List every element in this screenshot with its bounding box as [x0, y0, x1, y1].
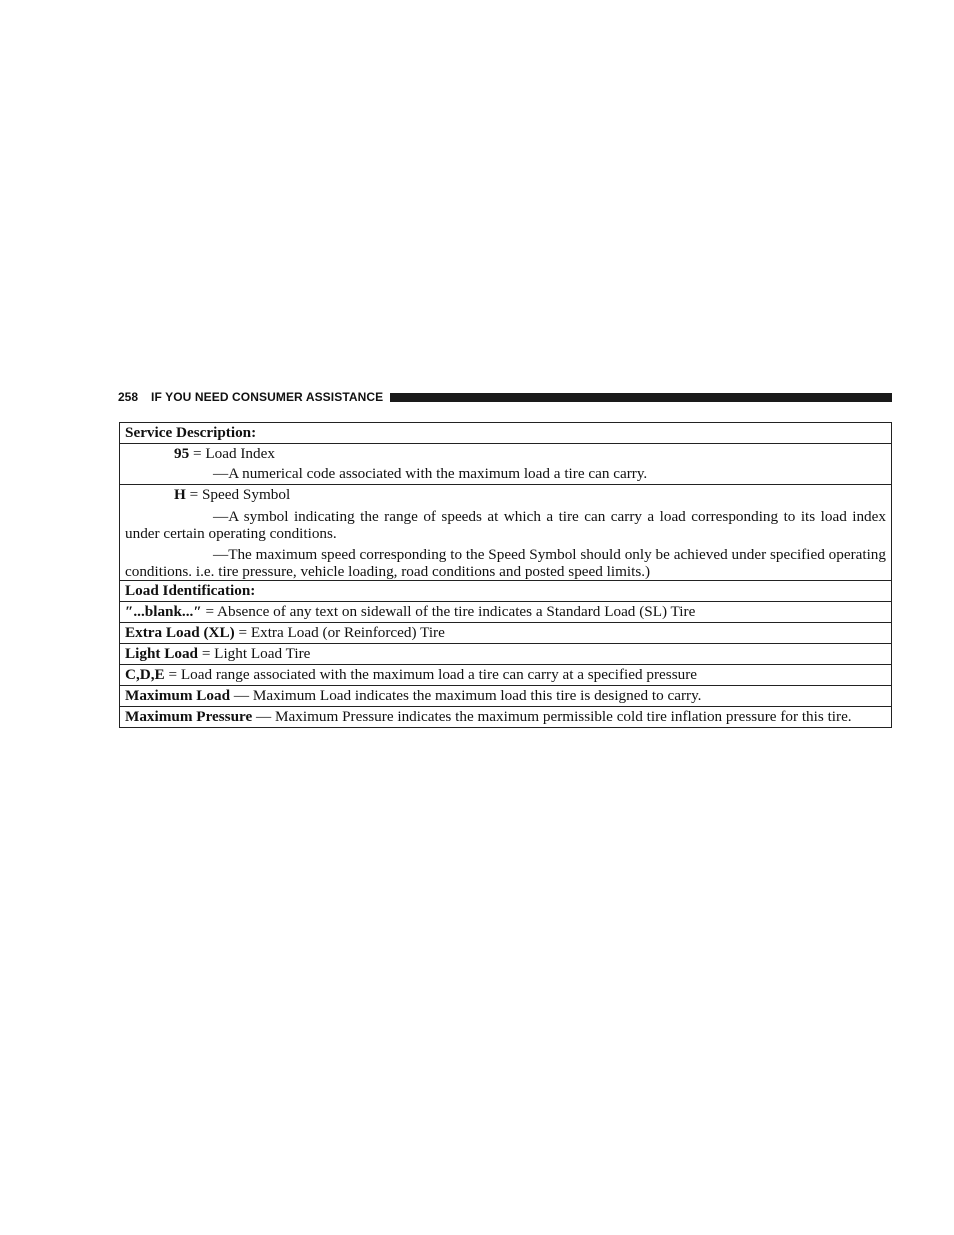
table-row: [120, 707, 892, 728]
load-id-light-load-row: Light Load = Light Load Tire: [120, 644, 892, 665]
load-index-term: 95: [174, 445, 190, 462]
speed-symbol-cell: [120, 485, 892, 581]
table-row: [120, 623, 892, 644]
maximum-load-row: Maximum Load — Maximum Load indicates the maximum load this tire is designed to carry.: [120, 686, 892, 707]
tire-service-table: [119, 422, 892, 728]
header-rule: [390, 393, 892, 402]
table-row: [120, 686, 892, 707]
speed-symbol-note-2: —The maximum speed corresponding to the Speed Symbol should only be achieved under specified operating conditions. i.e. tire pressure, vehicle loading, road conditions and posted speed limits.): [125, 546, 886, 580]
maximum-pressure-row: Maximum Pressure — Maximum Pressure indicates the maximum permissible cold tire inflation pressure for this tire.: [120, 707, 892, 728]
load-id-extra-load-row: Extra Load (XL) = Extra Load (or Reinforced) Tire: [120, 623, 892, 644]
section-title: IF YOU NEED CONSUMER ASSISTANCE: [151, 390, 384, 404]
load-id-blank-row: ″...blank...″ = Absence of any text on sidewall of the tire indicates a Standard Load (SL) Tire: [120, 602, 892, 623]
load-index-note: —A numerical code associated with the maximum load a tire can carry.: [213, 465, 648, 482]
load-index-line: [125, 444, 886, 464]
service-description-heading: Service Description:: [120, 423, 892, 444]
load-identification-heading: Load Identification:: [120, 581, 892, 602]
table-row: [120, 485, 892, 581]
speed-symbol-def: = Speed Symbol: [185, 486, 291, 503]
load-index-def: = Load Index: [189, 445, 275, 462]
page-header: [118, 390, 892, 404]
speed-symbol-note-1: —A symbol indicating the range of speeds at which a tire can carry a load corresponding to its load index under certain operating conditions.: [125, 508, 886, 542]
table-row: [120, 444, 892, 485]
speed-symbol-term: H: [174, 486, 186, 503]
table-row: [120, 665, 892, 686]
speed-symbol-line: [125, 485, 886, 505]
page-number: 258: [118, 390, 139, 404]
table-row: [120, 644, 892, 665]
load-id-range-row: C,D,E = Load range associated with the maximum load a tire can carry at a specified pressure: [120, 665, 892, 686]
table-row: [120, 602, 892, 623]
table-row: [120, 581, 892, 602]
table-row: [120, 423, 892, 444]
load-index-cell: [120, 444, 892, 485]
